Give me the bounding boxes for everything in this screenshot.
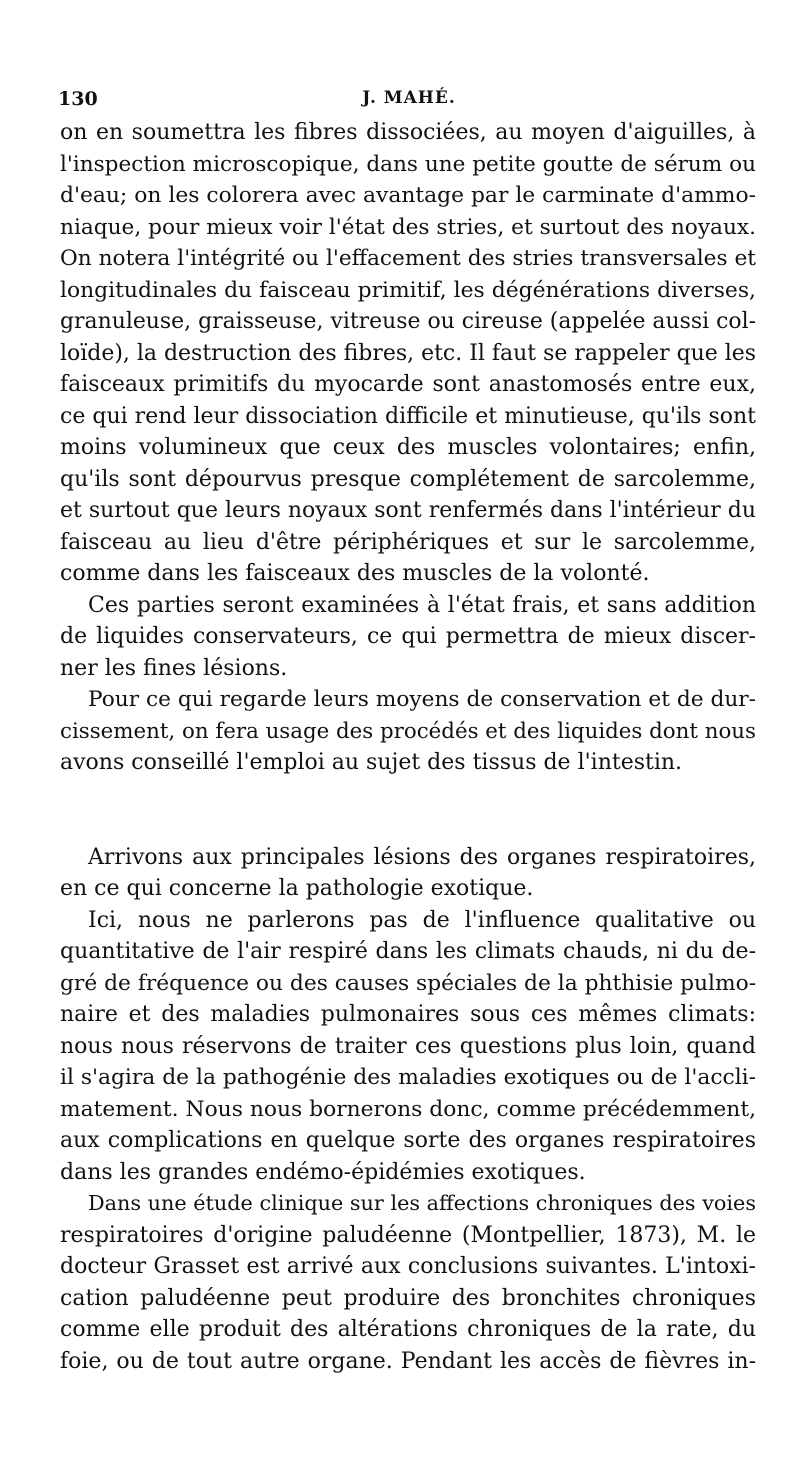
text-line: comme elle produit des altérations chroniques de la rate, du — [60, 1317, 756, 1342]
text-line: faisceaux primitifs du myocarde sont anastomosés entre eux, — [60, 372, 756, 397]
paragraph — [60, 117, 756, 590]
text-line: niaque, pour mieux voir l'état des stries, et surtout des noyaux. — [60, 214, 756, 240]
text-line: ner les fines lésions. — [60, 655, 288, 681]
text-line: loïde), la destruction des fibres, etc. Il faut se rappeler que les — [60, 340, 757, 366]
text-line: matement. Nous nous bornerons donc, comme précédemment, — [60, 1096, 756, 1122]
text-line: Ces parties seront examinées à l'état frais, et sans addition — [88, 592, 756, 618]
text-line: granuleuse, graisseuse, vitreuse ou cireuse (appelée aussi col- — [60, 309, 756, 334]
text-line: respiratoires d'origine paludéenne (Montpellier, 1873), M. le — [60, 1222, 756, 1248]
running-head: J. MAHÉ. — [362, 88, 456, 108]
text-line: avons conseillé l'emploi au sujet des tissus de l'intestin. — [60, 750, 683, 775]
page-header — [58, 88, 760, 114]
text-line: Pour ce qui regarde leurs moyens de conservation et de dur- — [88, 687, 756, 712]
text-line: aux complications en quelque sorte des organes respiratoires — [60, 1128, 756, 1153]
text-line: dans les grandes endémo-épidémies exotiques. — [60, 1159, 586, 1185]
text-line: gré de fréquence ou des causes spéciales de la phthisie pulmo- — [60, 970, 757, 996]
text-line: On notera l'intégrité ou l'effacement des stries transversales et — [60, 246, 756, 271]
page-number: 130 — [58, 88, 98, 110]
text-line: faisceau au lieu d'être périphériques et sur le sarcolemme, — [60, 529, 756, 555]
text-line: Dans une étude clinique sur les affections chroniques des voies — [88, 1191, 756, 1215]
text-line: docteur Grasset est arrivé aux conclusions suivantes. L'intoxi- — [60, 1254, 756, 1279]
section-gap — [60, 779, 756, 842]
text-line: qu'ils sont dépourvus presque complétement de sarcolemme, — [60, 466, 756, 492]
text-line: Arrivons aux principales lésions des organes respiratoires, — [88, 844, 756, 870]
text-line: naire et des maladies pulmonaires sous ces mêmes climats: — [60, 1002, 756, 1027]
text-line: de liquides conservateurs, ce qui permettra de mieux discer- — [60, 624, 756, 649]
text-line: ce qui rend leur dissociation difficile et minutieuse, qu'ils sont — [60, 403, 756, 429]
text-line: d'eau; on les colorera avec avantage par le carminate d'ammo- — [60, 183, 756, 208]
text-line: il s'agira de la pathogénie des maladies exotiques ou de l'accli- — [60, 1065, 756, 1090]
text-line: Ici, nous ne parlerons pas de l'influence qualitative ou — [88, 907, 756, 933]
body-text — [60, 117, 756, 1377]
text-line: cation paludéenne peut produire des bronchites chroniques — [60, 1285, 756, 1311]
text-line: nous nous réservons de traiter ces questions plus loin, quand — [60, 1033, 756, 1059]
text-line: cissement, on fera usage des procédés et des liquides dont nous — [60, 718, 756, 744]
text-line: on en soumettra les fibres dissociées, au moyen d'aiguilles, à — [60, 120, 756, 145]
text-line: et surtout que leurs noyaux sont renfermés dans l'intérieur du — [60, 498, 756, 523]
paragraph — [60, 842, 756, 905]
text-line: foie, ou de tout autre organe. Pendant les accès de fièvres in- — [60, 1348, 756, 1374]
text-line: en ce qui concerne la pathologie exotique. — [60, 876, 534, 901]
text-line: longitudinales du faisceau primitif, les dégénérations diverses, — [60, 277, 756, 303]
text-line: l'inspection microscopique, dans une petite goutte de sérum ou — [60, 151, 756, 177]
paragraph — [60, 1188, 756, 1377]
text-line: moins volumineux que ceux des muscles volontaires; enfin, — [60, 435, 756, 460]
paragraph — [60, 590, 756, 685]
text-line: quantitative de l'air respiré dans les climats chauds, ni du de- — [60, 939, 756, 964]
paragraph — [60, 684, 756, 779]
paragraph — [60, 905, 756, 1189]
text-line: comme dans les faisceaux des muscles de la volonté. — [60, 561, 650, 586]
